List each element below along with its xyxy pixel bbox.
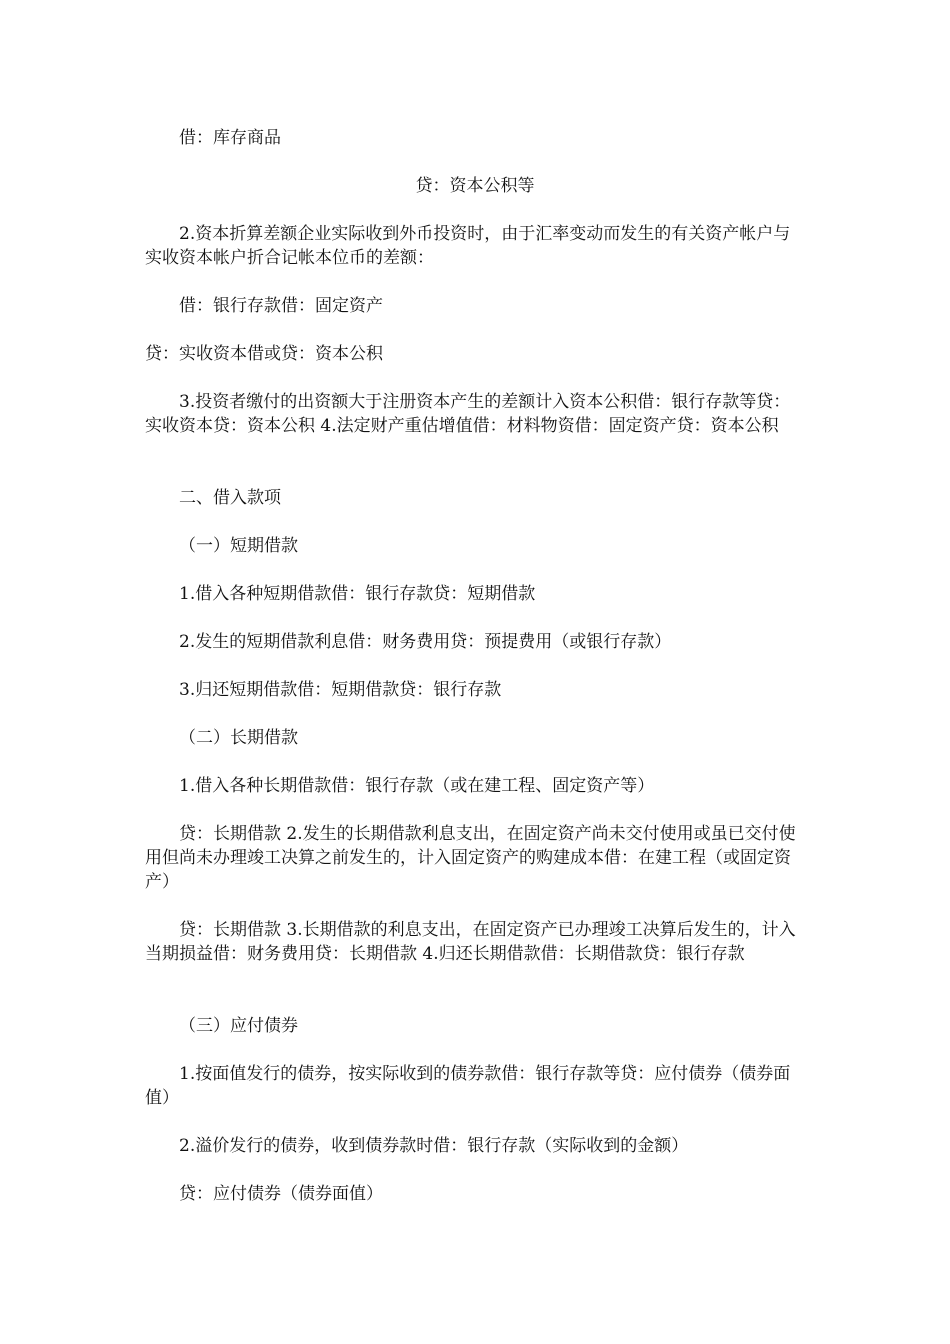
entry-credit-bonds-payable: 贷：应付债券（债券面值） [179, 1184, 383, 1204]
section-heading-borrowings: 二、借入款项 [179, 488, 281, 508]
subsection-heading-bonds-payable: （三）应付债券 [179, 1016, 298, 1036]
entry-credit-paid-in-capital: 贷：实收资本借或贷：资本公积 [145, 344, 383, 364]
paragraph-capital-translation-difference: 2.资本折算差额企业实际收到外币投资时，由于汇率变动而发生的有关资产帐户与实收资本帐户折合记帐本位币的差额： [145, 224, 791, 268]
paragraph-bonds-at-premium: 2.溢价发行的债券，收到债券款时借：银行存款（实际收到的金额） [179, 1136, 689, 1156]
subsection-heading-short-term-loans: （一）短期借款 [179, 536, 298, 556]
paragraph-short-term-repay: 3.归还短期借款借：短期借款贷：银行存款 [179, 680, 502, 700]
paragraph-bonds-at-par: 1.按面值发行的债券，按实际收到的债券款借：银行存款等贷：应付债券（债券面值） [145, 1064, 791, 1108]
subsection-heading-long-term-loans: （二）长期借款 [179, 728, 298, 748]
paragraph-short-term-borrow: 1.借入各种短期借款借：银行存款贷：短期借款 [179, 584, 536, 604]
entry-debit-bank-fixed-assets: 借：银行存款借：固定资产 [179, 296, 383, 316]
paragraph-long-term-borrow: 1.借入各种长期借款借：银行存款（或在建工程、固定资产等） [179, 776, 655, 796]
paragraph-long-term-interest-expensed: 贷：长期借款 3.长期借款的利息支出，在固定资产已办理竣工决算后发生的，计入当期损益借：财务费用贷：长期借款 4.归还长期借款借：长期借款贷：银行存款 [145, 920, 796, 964]
paragraph-capital-premium-revaluation: 3.投资者缴付的出资额大于注册资本产生的差额计入资本公积借：银行存款等贷：实收资本贷：资本公积 4.法定财产重估增值借：材料物资借：固定资产贷：资本公积 [145, 392, 791, 436]
paragraph-long-term-interest-capitalized: 贷：长期借款 2.发生的长期借款利息支出，在固定资产尚未交付使用或虽已交付使用但尚未办理竣工决算之前发生的，计入固定资产的购建成本借：在建工程（或固定资产） [145, 824, 796, 892]
entry-credit-capital-reserve: 贷：资本公积等 [415, 176, 535, 196]
paragraph-short-term-interest: 2.发生的短期借款利息借：财务费用贷：预提费用（或银行存款） [179, 632, 672, 652]
entry-debit-inventory: 借：库存商品 [179, 128, 281, 148]
